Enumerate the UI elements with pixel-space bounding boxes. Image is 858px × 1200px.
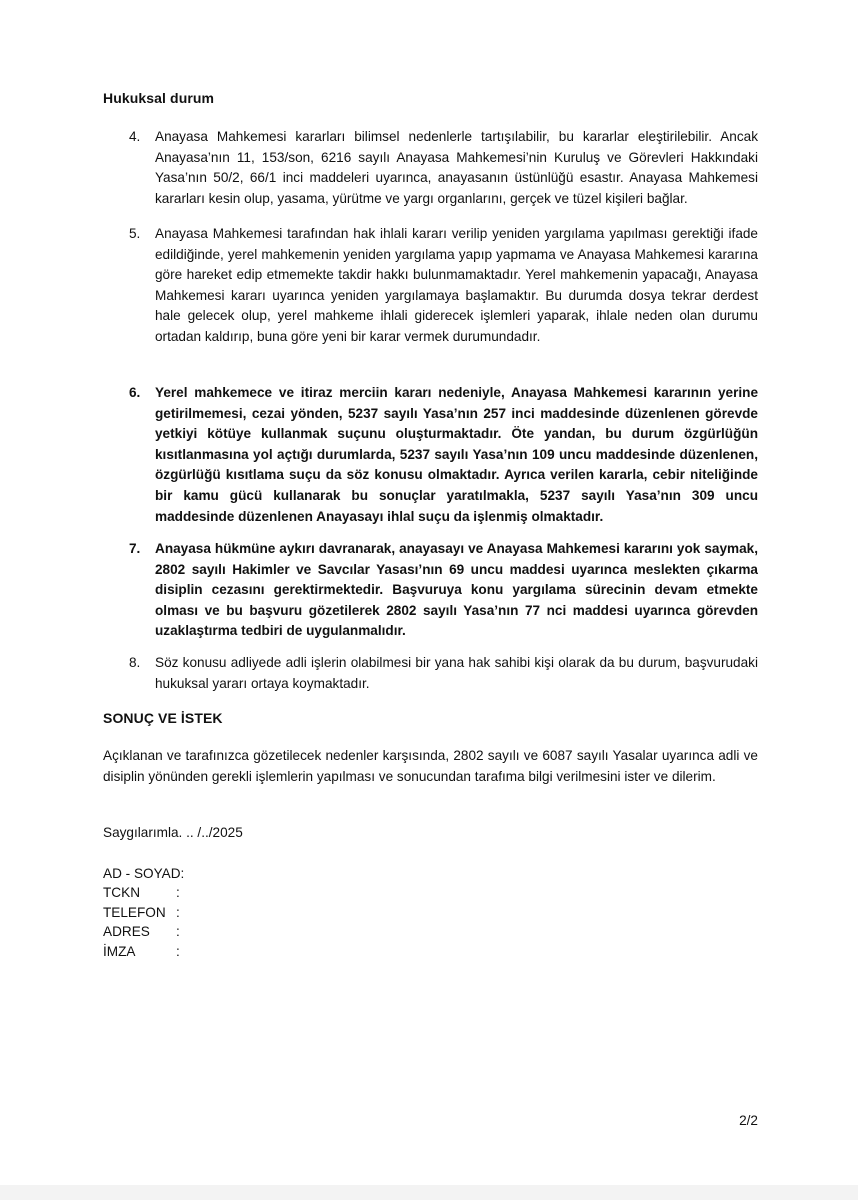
name-label: AD - SOYAD: [103,866,185,881]
page-bottom-edge [0,1185,858,1200]
list-item-4 [103,127,758,209]
tckn-colon: : [176,885,180,900]
list-item-text: Söz konusu adliyede adli işlerin olabilmesi bir yana hak sahibi kişi olarak da bu durum, başvurudaki hukuksal yararı ortaya koymaktadır. [155,655,758,691]
page-number: 2/2 [739,1113,758,1128]
signature-label: İMZA [103,944,136,959]
list-item-number: 8. [129,655,141,670]
signature-row-phone [103,903,303,924]
signature-row-address [103,922,303,943]
list-item-number: 7. [129,541,141,556]
list-item-8 [103,653,758,694]
list-item-number: 6. [129,385,141,400]
legal-status-heading: Hukuksal durum [103,90,215,106]
closing-line: Saygılarımla. .. /../2025 [103,825,243,840]
phone-label: TELEFON [103,905,166,920]
address-label: ADRES [103,924,150,939]
address-colon: : [176,924,180,939]
list-item-text: Anayasa Mahkemesi kararları bilimsel nedenlerle tartışılabilir, bu kararlar eleştirilebilir. Ancak Anayasa’nın 11, 153/son, 6216 sayılı Anayasa Mahkemesi’nin Kuruluş ve Görevleri Hakkındaki Yasa’nın 50/2, 66/1 inci maddeleri uyarınca, anayasanın üstünlüğü esastır. Anayasa Mahkemesi kararları kesin olup, yasama, yürütme ve yargı organlarını, gerçek ve tüzel kişileri bağlar. [155,129,758,206]
conclusion-heading: SONUÇ VE İSTEK [103,710,223,726]
list-item-7 [103,539,758,642]
signature-row-name [103,864,303,885]
tckn-label: TCKN [103,885,141,900]
signature-colon: : [176,944,180,959]
list-item-6 [103,383,758,527]
list-item-number: 5. [129,226,141,241]
phone-colon: : [176,905,180,920]
list-item-5 [103,224,758,348]
list-item-text: Anayasa Mahkemesi tarafından hak ihlali kararı verilip yeniden yargılama yapılması gerektiği ifade edildiğinde, yerel mahkemenin yeniden yargılama yapıp yapmama ve Anayasa Mahkemesi kararına göre hareket edip etmemekte takdir hakkı bulunmamaktadır. Yerel mahkemenin yapacağı, Anayasa Mahkemesi kararı uyarınca yeniden yargılamaya başlamaktır. Bu durumda dosya tekrar derdest hale gelecek olup, yerel mahkeme ihlali giderecek işlemleri yaparak, ihlale neden olan durumu ortadan kaldırıp, buna göre yeni bir karar vermek durumundadır. [155,226,758,344]
list-item-text: Anayasa hükmüne aykırı davranarak, anayasayı ve Anayasa Mahkemesi kararını yok saymak, 2802 sayılı Hakimler ve Savcılar Yasası’nın 69 uncu maddesi uyarınca meslekten çıkarma disiplin cezasını gerektirmektedir. Başvuruya konu yargılama sürecinin devam etmekte olması ve bu başvuru gözetilerek 2802 sayılı Yasa’nın 77 nci maddesi uyarınca görevden uzaklaştırma tedbiri de uygulanmalıdır. [155,541,758,639]
list-item-text: Yerel mahkemece ve itiraz merciin kararı nedeniyle, Anayasa Mahkemesi kararının yerine getirilmemesi, cezai yönden, 5237 sayılı Yasa’nın 257 inci maddesinde düzenlenen görevde yetkiyi kötüye kullanmak suçunu oluşturmaktadır. Öte yandan, bu durum özgürlüğün kısıtlanmasına yol açtığı durumlarda, 5237 sayılı Yasa’nın 109 uncu maddesinde düzenlenen, özgürlüğü kısıtlama suçu da söz konusu olmaktadır. Ayrıca verilen kararla, cebir niteliğinde bir kamu gücü kullanarak bu sonuçlar yaratılmakla, 5237 sayılı Yasa’nın 309 uncu maddesinde düzenlenen Anayasayı ihlal suçu da işlenmiş olmaktadır. [155,385,758,524]
list-item-number: 4. [129,129,141,144]
conclusion-paragraph: Açıklanan ve tarafınızca gözetilecek nedenler karşısında, 2802 sayılı ve 6087 sayılı Yasalar uyarınca adli ve disiplin yönünden gerekli işlemlerin yapılması ve sonucundan tarafıma bilgi verilmesini ister ve dilerim. [103,748,758,784]
signature-row-tckn [103,883,303,904]
signature-row-signature [103,942,303,963]
